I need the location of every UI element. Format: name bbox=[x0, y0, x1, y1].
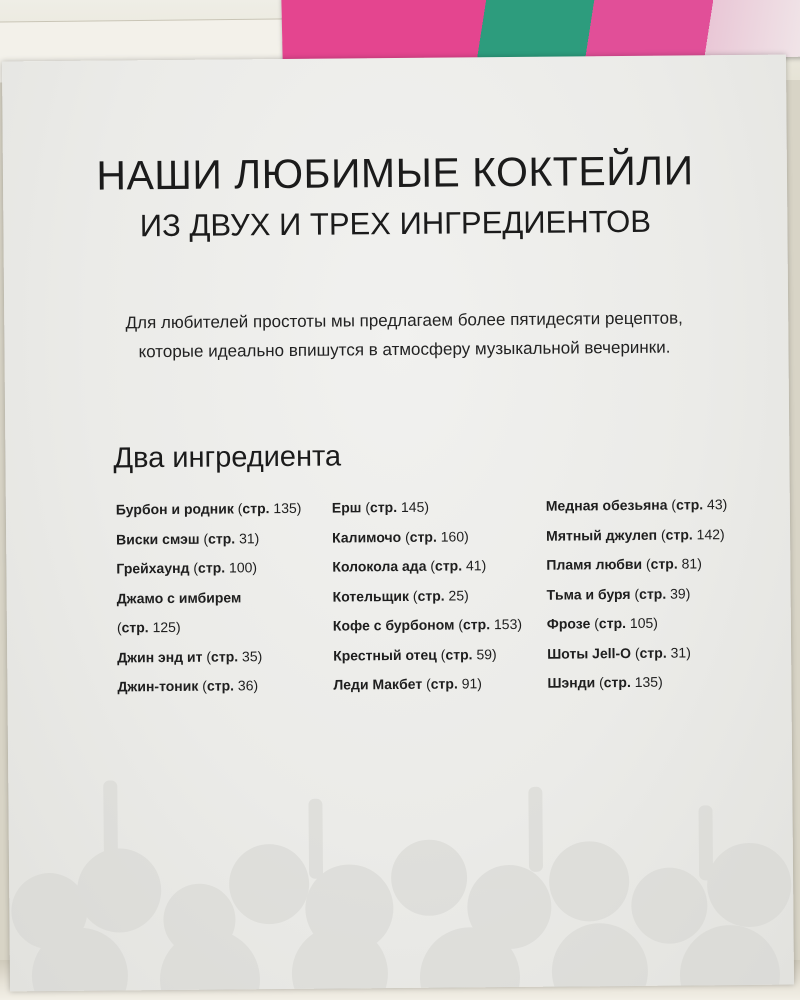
recipe-list-item bbox=[116, 523, 316, 554]
page-number: 81 bbox=[681, 555, 698, 572]
recipe-name: Джин энд ит bbox=[117, 648, 203, 665]
recipe-list-item bbox=[547, 667, 747, 698]
page-number: 135 bbox=[634, 673, 659, 690]
recipe-list-item bbox=[116, 553, 316, 584]
page-reference: (стр. 135) bbox=[233, 499, 302, 517]
recipe-column-1 bbox=[116, 494, 318, 702]
recipe-name: Ерш bbox=[331, 499, 362, 516]
recipe-name: Пламя любви bbox=[546, 555, 643, 573]
recipe-name: Грейхаунд bbox=[116, 559, 190, 577]
page-reference: (стр. 153) bbox=[454, 615, 523, 633]
page-prefix: стр. bbox=[409, 528, 437, 545]
page-reference: (стр. 36) bbox=[198, 677, 259, 694]
page-reference: (стр. 145) bbox=[361, 498, 430, 516]
recipe-list-item bbox=[546, 519, 746, 550]
page-number: 160 bbox=[440, 527, 465, 545]
page-number: 91 bbox=[461, 675, 478, 692]
page-prefix: стр. bbox=[434, 557, 463, 574]
recipe-list-item bbox=[547, 637, 747, 668]
page-reference: (стр. 31) bbox=[199, 529, 260, 547]
recipe-list-item bbox=[332, 521, 542, 552]
recipe-list-item bbox=[117, 671, 317, 702]
recipe-name: Бурбон и родник bbox=[115, 500, 234, 518]
recipe-name: Виски смэш bbox=[116, 530, 200, 547]
recipe-name: Шэнди bbox=[547, 674, 596, 691]
page-prefix: стр. bbox=[639, 585, 667, 602]
page-prefix: стр. bbox=[242, 500, 270, 517]
page-number: 125 bbox=[152, 618, 176, 636]
page-number: 31 bbox=[670, 643, 687, 661]
page-reference: (стр. 142) bbox=[657, 525, 725, 543]
page-prefix: стр. bbox=[598, 615, 627, 632]
page-reference: (стр. 41) bbox=[426, 557, 487, 574]
recipe-name: Мятный джулеп bbox=[546, 526, 658, 544]
page-prefix: стр. bbox=[603, 673, 631, 691]
recipe-list-item bbox=[332, 551, 542, 582]
page-prefix: стр. bbox=[121, 619, 149, 636]
page-reference: (стр. 91) bbox=[422, 675, 483, 692]
recipe-name: Фрозе bbox=[546, 615, 591, 632]
page-reference: (стр. 31) bbox=[630, 643, 691, 661]
page-title: НАШИ ЛЮБИМЫЕ КОКТЕЙЛИ bbox=[96, 147, 694, 199]
page-prefix: стр. bbox=[210, 647, 239, 665]
page-number: 59 bbox=[476, 645, 493, 662]
recipe-list-item bbox=[333, 580, 543, 611]
recipe-list-item bbox=[547, 578, 747, 609]
page-number: 105 bbox=[629, 614, 654, 631]
page-number: 36 bbox=[237, 677, 254, 694]
page-prefix: стр. bbox=[369, 499, 398, 516]
page-prefix: стр. bbox=[462, 616, 491, 633]
page-reference: (стр. 135) bbox=[595, 673, 663, 691]
recipe-name: Джин-тоник bbox=[117, 677, 199, 695]
recipe-column-3 bbox=[546, 490, 748, 698]
recipe-name: Калимочо bbox=[332, 528, 402, 546]
recipe-list-item bbox=[117, 641, 317, 672]
page-number: 145 bbox=[400, 498, 425, 515]
page-subtitle: ИЗ ДВУХ И ТРЕХ ИНГРЕДИЕНТОВ bbox=[139, 203, 652, 244]
intro-paragraph: Для любителей простоты мы предлагаем более пятидесяти рецептов, которые идеально впишутся в атмосферу музыкальной вечеринки. bbox=[125, 308, 683, 362]
recipe-name: Котельщик bbox=[332, 587, 410, 605]
page-number: 31 bbox=[238, 529, 255, 546]
page-number: 142 bbox=[696, 525, 721, 542]
page-number: 135 bbox=[273, 499, 297, 517]
section-heading: Два ингредиента bbox=[113, 440, 342, 475]
recipe-list-item bbox=[546, 549, 746, 580]
page-number: 43 bbox=[706, 496, 723, 513]
page-prefix: стр. bbox=[650, 555, 678, 572]
crowd-silhouette-illustration bbox=[8, 755, 794, 992]
page-reference: (стр. 81) bbox=[641, 555, 702, 572]
page-reference: (стр. 125) bbox=[116, 618, 181, 636]
page-prefix: стр. bbox=[445, 645, 473, 663]
recipe-name: Крестный отец bbox=[333, 646, 437, 664]
recipe-name: Джамо с имбирем bbox=[116, 588, 242, 606]
page-reference: (стр. 35) bbox=[202, 647, 263, 665]
page-reference: (стр. 59) bbox=[436, 645, 497, 663]
page-number: 35 bbox=[241, 647, 258, 664]
page-reference: (стр. 39) bbox=[630, 584, 691, 602]
page-prefix: стр. bbox=[417, 587, 445, 604]
page-number: 41 bbox=[465, 557, 482, 574]
recipe-list-item bbox=[333, 639, 543, 670]
recipe-name: Медная обезьяна bbox=[545, 496, 668, 514]
page-prefix: стр. bbox=[675, 496, 704, 513]
page-reference: (стр. 43) bbox=[667, 496, 728, 513]
page-prefix: стр. bbox=[207, 529, 236, 547]
recipe-list-item bbox=[547, 608, 747, 639]
page-prefix: стр. bbox=[430, 675, 458, 692]
recipe-list-item bbox=[546, 490, 746, 521]
recipe-list-item bbox=[117, 583, 268, 643]
page-prefix: стр. bbox=[206, 677, 235, 694]
recipe-name: Леди Макбет bbox=[333, 675, 423, 693]
book-page bbox=[2, 55, 794, 992]
page-prefix: стр. bbox=[197, 559, 226, 576]
page-number: 39 bbox=[670, 584, 686, 602]
recipe-name: Тьма и буря bbox=[546, 585, 631, 603]
recipe-column-2 bbox=[332, 492, 544, 700]
recipe-name: Кофе с бурбоном bbox=[332, 616, 455, 634]
page-prefix: стр. bbox=[665, 525, 693, 543]
page-number: 100 bbox=[228, 559, 253, 576]
page-reference: (стр. 25) bbox=[408, 586, 469, 604]
recipe-name: Колокола ада bbox=[332, 557, 427, 575]
recipe-list-item bbox=[332, 492, 542, 523]
page-number: 153 bbox=[493, 615, 518, 633]
recipe-list-item bbox=[116, 494, 316, 525]
recipe-list-item bbox=[333, 669, 543, 700]
recipe-list-item bbox=[333, 610, 543, 641]
page-reference: (стр. 100) bbox=[189, 559, 258, 576]
page-reference: (стр. 160) bbox=[401, 527, 469, 545]
recipe-name: Шоты Jell-O bbox=[547, 644, 632, 662]
page-prefix: стр. bbox=[639, 644, 667, 661]
page-number: 25 bbox=[448, 586, 465, 604]
page-reference: (стр. 105) bbox=[590, 614, 658, 632]
